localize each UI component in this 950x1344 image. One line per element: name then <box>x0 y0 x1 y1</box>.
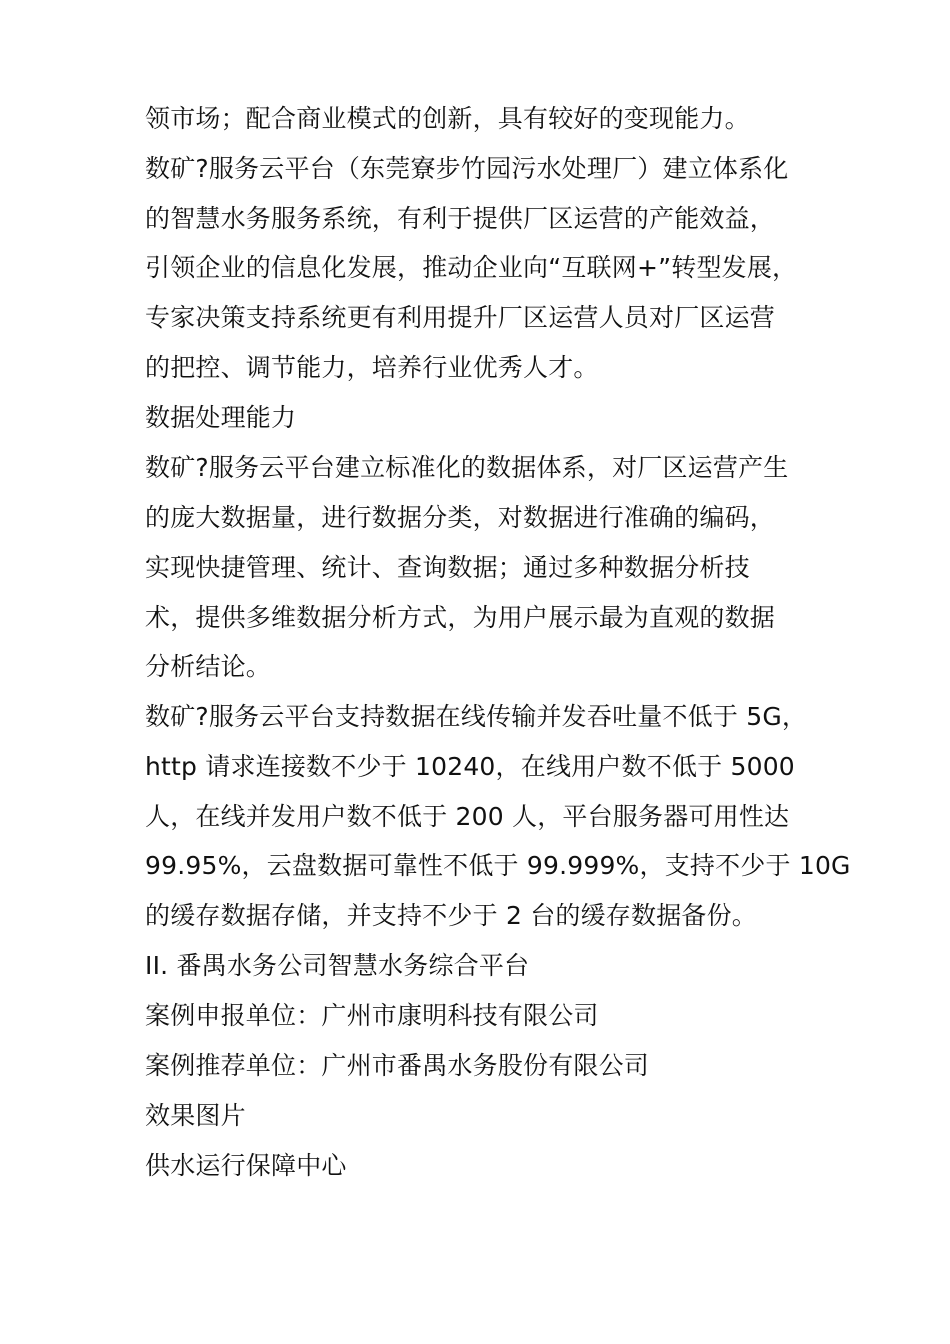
section-heading: 数据处理能力 <box>145 403 297 432</box>
paragraph-line: 专家决策支持系统更有利用提升厂区运营人员对厂区运营 <box>145 303 776 332</box>
paragraph-line: 的智慧水务服务系统，有利于提供厂区运营的产能效益， <box>145 204 776 233</box>
paragraph-line: 实现快捷管理、统计、查询数据；通过多种数据分析技 <box>145 553 750 582</box>
paragraph-line: http 请求连接数不少于 10240，在线用户数不低于 5000 <box>145 752 795 781</box>
paragraph-line: 术，提供多维数据分析方式，为用户展示最为直观的数据 <box>145 603 776 632</box>
paragraph-line: 人，在线并发用户数不低于 200 人，平台服务器可用性达 <box>145 802 790 831</box>
paragraph-line: 数矿?服务云平台支持数据在线传输并发吞吐量不低于 5G， <box>145 702 808 731</box>
paragraph-line: 领市场；配合商业模式的创新，具有较好的变现能力。 <box>145 104 750 133</box>
paragraph-line: 案例推荐单位：广州市番禺水务股份有限公司 <box>145 1051 650 1080</box>
paragraph-line: 的庞大数据量，进行数据分类，对数据进行准确的编码， <box>145 503 776 532</box>
paragraph-line: 的把控、调节能力，培养行业优秀人才。 <box>145 353 599 382</box>
paragraph-line: 分析结论。 <box>145 652 272 681</box>
paragraph-line: 案例申报单位：广州市康明科技有限公司 <box>145 1001 599 1030</box>
paragraph-line: 的缓存数据存储，并支持不少于 2 台的缓存数据备份。 <box>145 901 758 930</box>
section-heading: 供水运行保障中心 <box>145 1151 347 1180</box>
paragraph-line: 99.95%，云盘数据可靠性不低于 99.999%，支持不少于 10G <box>145 851 851 880</box>
paragraph-line: 数矿?服务云平台建立标准化的数据体系，对厂区运营产生 <box>145 453 789 482</box>
paragraph-line: 引领企业的信息化发展，推动企业向“互联网+”转型发展， <box>145 253 798 282</box>
paragraph-line: 数矿?服务云平台（东莞寮步竹园污水处理厂）建立体系化 <box>145 154 789 183</box>
section-heading: 效果图片 <box>145 1101 246 1130</box>
section-heading: II. 番禺水务公司智慧水务综合平台 <box>145 951 530 980</box>
